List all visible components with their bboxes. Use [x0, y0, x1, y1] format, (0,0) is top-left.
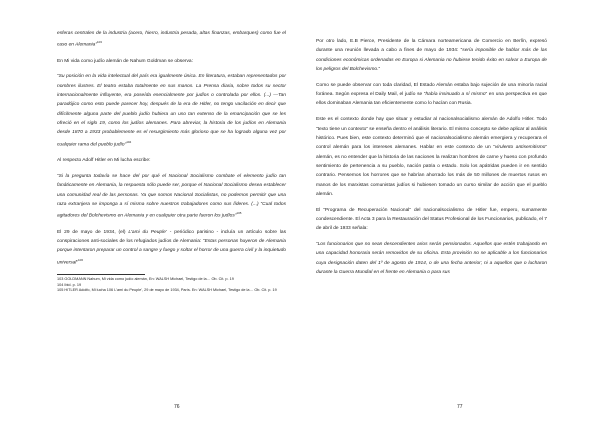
right-page: [300, 0, 600, 424]
paragraph: Este es el contexto donde hay que situar y estudiar al nacionalsocialismo alemán de Adolfo Hitler. Todo “texto tiene un contexto” se enseña dentro el análisis literario. El mismo concepto se debe aplicar al análisis histórico. Pues bien, este contexto determinó que el nacionalsocialismo alemán emergiera y recuperara el control alemán para los intereses alemanes. Hablar en este contexto de un “virulento antisemitismo” alemán, es no entender que la historia de las naciones la realizan hombres de carne y hueso con profundo sentimiento de pertenencia a su pueblo, nación patria o estado. Solo los apátridas pueden ir en sentido contrario. Pensemos los horrores que se habrían ahorrado los más de 50 millones de muertos rusos en manos de los marxistas comunistas judíos si hubiesen tomado un curso similar de acción que el pueblo alemán.: [316, 117, 548, 197]
paragraph: Como se puede observar con toda claridad, El Estado Alemán estaba bajo sujeción de una minoría racial foránea. Según expresa el Daily Mail, el judío se “había insinuado a sí mismo” en una perspectiva en que ellos dominaban Alemania tan eficientemente como lo hacían con Rusia.: [316, 82, 547, 107]
footnote-ref: 105: [236, 211, 242, 216]
paragraph: El “Programa de Recuperación Nacional” del nacionalsocialismo de Hitler fue, empero, sumamente condescendiente. El Acta 3 para la Restauración del Status Profesional de los Funcionarios, publicado, el 7 de abril de 1933 señala:: [316, 207, 547, 232]
block-quote: “Su posición en la vida intelectual del país era igualmente única. En literatura, estaban representados por nombres ilustres. El teatro estaba totalmente en sus manos. La Prensa diaria, sobre todos su sector internacionalmente influyente, era poseída esencialmente por judíos o controlada por ellos. (...) —Tan paradójico como esto puede parecer hoy, después de la era de Hitler, no tengo vacilación en decir que difícilmente alguna parte del pueblo judío hubiera un uso tan extenso de la emancipación que se les ofreció en el siglo 19, como los judíos alemanes. Para abreviar, la historia de los judíos en Alemania desde 1870 a 1933 probablemente es el resurgimiento más glorioso que se ha logrado alguna vez por cualquier rama del pueblo judío”$^{104}$: [57, 74, 286, 148]
paragraph: Al respecto Adolf Hitler en Mi lucha escribe:: [57, 158, 151, 164]
page-number: 76: [174, 404, 180, 410]
footnote: 105 HITLER Adolfo, Mi lucha 106 L’ami du Peuple’, 29 de mayo de 1934, París. En: WALSH Michael, Testigo de la… Ob. Cit. p. 19: [57, 288, 277, 293]
footnote: 104 Ibid. p. 19: [57, 282, 82, 287]
paragraph: En Mi vida como judío alemán de Nahum Goldman se observa:: [57, 58, 193, 64]
footnote-divider: [57, 274, 145, 275]
page-number: 77: [457, 404, 463, 410]
footnotes: [57, 277, 286, 294]
paragraph: El 29 de mayo de 1934, (el) L’ami du Peuple’ - periódico parisino - incluía un artículo sobre las conspiraciones anti-sociales de los refugiados judíos de Alemania: “Estas personas huyeron de Alemania porque intentaron preparar un control a sangre y fuego y soltar el horror de una guerra civil y la inquietudo universal”$^{106}$: [57, 229, 286, 266]
paragraph: esferas centrales de la industria (acero, hierro, industria pesada, altas finanzas, embarques) como fue el caso en Alemania”$^{103}$: [57, 31, 286, 48]
footnote-ref: 103: [96, 40, 102, 45]
block-quote: “Si la pregunta todavía se hace del por qué el Nacional Socialismo combate el elemento judío tan fanáticamente en Alemania, la respuesta sólo puede ser, porque el Nacional Socialismo desea establecer una comunidad real de las personas. Ya que somos Nacional Socialistas, no podemos permitir que una raza extranjera se imponga a sí misma sobre nuestros trabajadores como sus líderes. (...) “Cual todos agitadores del Bolchevismo en Alemania y en cualquier otra parte fueron los judíos”$^{105}$: [57, 173, 286, 219]
footnote-ref: 104: [126, 139, 132, 144]
footnote: 103 GOLDMANN Nahum, Mi vida como judío alemán, En: WALSH Michael, Testigo de la… Ob. Cit. p. 19: [57, 277, 234, 281]
paragraph: Por otro lado, E.B Pierce, Presidente de la Cámara norteamericana de Comercio en Berlín, expresó durante una reunión llevada a cabo a fines de mayo de 1934: “sería imposible de hablar más de las condiciones económicas ordenadas en Europa si Alemania no hubiese tenido éxito en salvar a Europa de los peligros del Bolchevismo.”: [316, 39, 547, 73]
footnote-ref: 106: [78, 257, 84, 262]
block-quote: “Los funcionarios que no sean descendientes arios serán pensionados. Aquellos que estén trabajando en una capacidad honoraria serán removidos de su oficina. Esta provisión no se aplicable a los funcionarios cuya designación daten del 1º de agosto de 1914, o de una fecha anterior; ni a aquellos que o lucharon durante la Guerra Mundial en el frente en Alemania o para sus: [316, 242, 547, 276]
